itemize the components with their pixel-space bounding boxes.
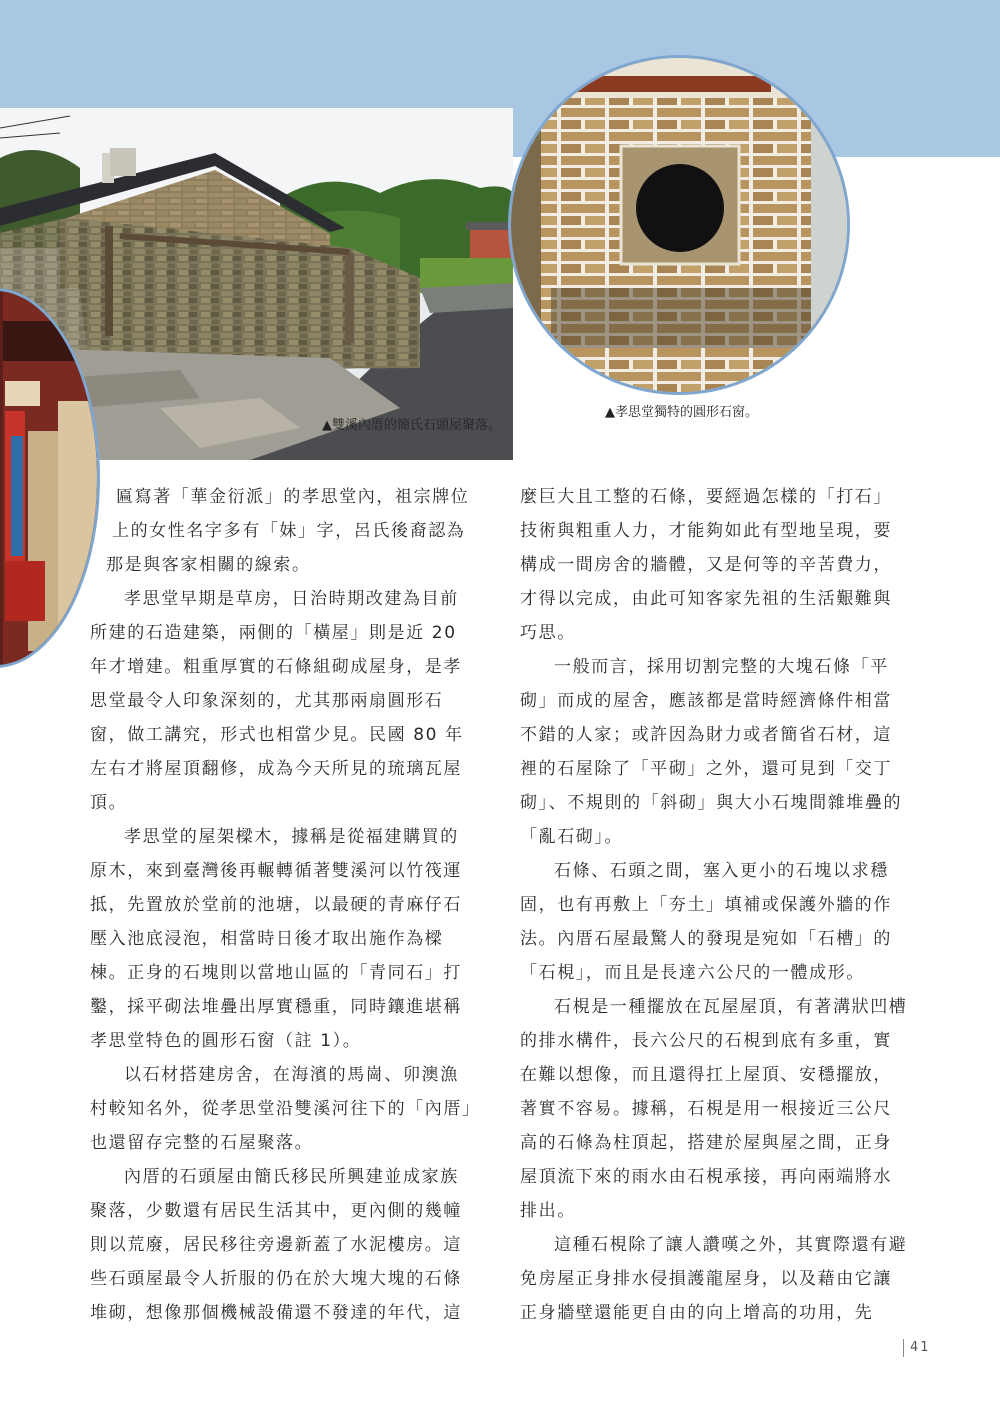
paragraph: 石梘是一種擺放在瓦屋屋頂，有著溝狀凹槽的排水構件，長六公尺的石梘到底有多重，實在難以想像，而且還得扛上屋頂、安穩擺放，著實不容易。據稱，石梘是用一根接近三公尺高的石條為柱頂起，搭建於屋與屋之間，正身屋頂流下來的雨水由石梘承接，再向兩端將水排出。 [520,997,908,1221]
round-stone-window-photo [508,55,850,395]
paragraph: 以石材搭建房舍，在海濱的馬崗、卯澳漁村較知名外，從孝思堂沿雙溪河往下的「內厝」也還留存完整的石屋聚落。 [90,1065,473,1153]
paragraph: 石條、石頭之間，塞入更小的石塊以求穩固，也有再敷上「夯土」填補或保護外牆的作法。內厝石屋最驚人的發現是宛如「石槽」的「石梘」，而且是長達六公尺的一體成形。 [520,861,892,983]
text-line: 那是與客家相關的線索。 [106,555,311,575]
text-line: 匾寫著「華金衍派」的孝思堂內，祖宗牌位 [116,487,470,507]
paragraph: 這種石梘除了讓人讚嘆之外，其實際還有避免房屋正身排水侵損護龍屋身，以及藉由它讓正身牆壁還能更自由的向上增高的功用，先 [520,1235,908,1323]
paragraph: 孝思堂的屋架樑木，據稱是從福建購買的原木，來到臺灣後再輾轉循著雙溪河以竹筏運抵，先置放於堂前的池塘，以最硬的青麻仔石壓入池底浸泡，相當時日後才取出施作為樑棟。正身的石塊則以當地山區的「青同石」打鑿，採平砌法堆疊出厚實穩重，同時鑲進堪稱孝思堂特色的圓形石窗（註 1）。 [90,827,462,1051]
page-number: 41 [903,1339,931,1357]
paragraph: 孝思堂早期是草房，日治時期改建為目前所建的石造建築，兩側的「橫屋」則是近 20 年才增建。粗重厚實的石條組砌成屋身，是孝思堂最令人印象深刻的，尤其那兩扇圓形石窗，做工講究，形式也相當少見。民國 80 年左右才將屋頂翻修，成為今天所見的琉璃瓦屋頂。 [90,589,464,813]
paragraph: 麼巨大且工整的石條，要經過怎樣的「打石」技術與粗重人力，才能夠如此有型地呈現，要構成一間房舍的牆體，又是何等的辛苦費力，才得以完成，由此可知客家先祖的生活艱難與巧思。 [520,487,892,643]
text-line: 上的女性名字多有「妹」字，呂氏後裔認為 [112,521,466,541]
paragraph: 一般而言，採用切割完整的大塊石條「平砌」而成的屋舍，應該都是當時經濟條件相當不錯的人家；或許因為財力或者簡省石材，這裡的石屋除了「平砌」之外，還可見到「交丁砌」、不規則的「斜砌」與大小石塊間雜堆疊的「亂石砌」。 [520,657,903,847]
village-photo-caption: ▲雙溪內厝的簡氏石頭屋聚落。 [322,418,501,433]
window-photo-caption: ▲孝思堂獨特的圓形石窗。 [605,405,758,420]
left-text-column [90,480,475,1330]
right-text-column [520,480,910,1330]
paragraph: 內厝的石頭屋由簡氏移民所興建並成家族聚落，少數還有居民生活其中，更內側的幾幢則以荒廢，居民移往旁邊新蓋了水泥樓房。這些石頭屋最令人折服的仍在於大塊大塊的石條堆砌，想像那個機械設備還不發達的年代，這 [90,1167,462,1323]
paragraph [90,480,475,582]
